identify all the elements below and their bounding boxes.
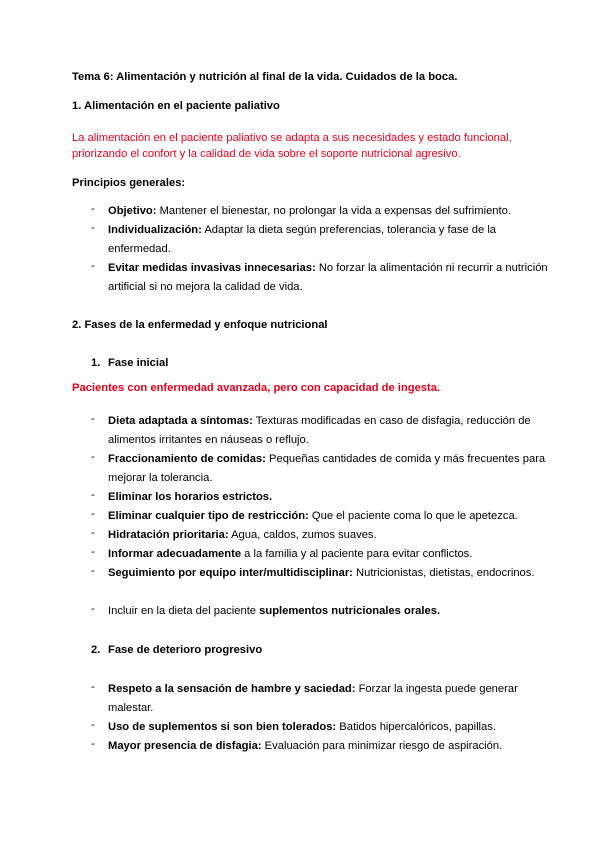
phase2-number: 2.	[91, 644, 101, 656]
list-item-text	[108, 221, 548, 259]
list-item-text	[108, 737, 548, 756]
list-item-text	[108, 202, 548, 221]
list-item-body: Adaptar la dieta según preferencias, tolerancia y fase de la enfermedad.	[108, 224, 497, 255]
list-item-body: Batidos hipercalóricos, papillas.	[336, 721, 496, 733]
bullet-dash: -	[91, 719, 95, 731]
bullet-dash: -	[91, 203, 95, 215]
phase2-label: Fase de deterioro progresivo	[108, 644, 263, 656]
bullet-dash: -	[91, 451, 95, 463]
bullet-dash: -	[91, 738, 95, 750]
list-item-body: Nutricionistas, dietistas, endocrinos.	[352, 567, 535, 579]
list-item-body: Agua, caldos, zumos suaves.	[228, 529, 377, 541]
principles-heading: Principios generales:	[72, 177, 186, 189]
list-item-term: Informar adecuadamente	[108, 548, 242, 560]
list-item-term: Evitar medidas invasivas innecesarias:	[108, 262, 316, 274]
list-item-body: Texturas modificadas en caso de disfagia, reducción de alimentos irritantes en náuseas o reflujo.	[108, 415, 531, 446]
list-item-body: Que el paciente coma lo que le apetezca.	[308, 510, 518, 522]
phase1-number: 1.	[91, 357, 101, 369]
list-item-text	[108, 450, 548, 488]
bullet-dash: -	[91, 260, 95, 272]
list-item-term: Uso de suplementos si son bien tolerados:	[108, 721, 337, 733]
list-item-term: Hidratación prioritaria:	[108, 529, 229, 541]
bullet-dash: -	[91, 489, 95, 501]
list-item-text	[108, 488, 548, 507]
bullet-dash: -	[91, 413, 95, 425]
bullet-dash: -	[91, 527, 95, 539]
list-item-text	[108, 507, 548, 526]
list-item-body: Pequeñas cantidades de comida y más frecuentes para mejorar la tolerancia.	[108, 453, 546, 484]
list-item-term: Fraccionamiento de comidas:	[108, 453, 266, 465]
list-item-body: Mantener el bienestar, no prolongar la vida a expensas del sufrimiento.	[156, 205, 511, 217]
list-item-text	[108, 602, 548, 621]
phase1-label: Fase inicial	[108, 357, 169, 369]
section1-intro-line1: La alimentación en el paciente paliativo se adapta a sus necesidades y estado funcional,	[72, 132, 512, 144]
list-item-term: Seguimiento por equipo inter/multidisciplinar:	[108, 567, 353, 579]
list-item-text	[108, 545, 548, 564]
section2-heading: 2. Fases de la enfermedad y enfoque nutricional	[72, 319, 328, 331]
section1-heading: 1. Alimentación en el paciente paliativo	[72, 100, 280, 112]
list-item-text	[108, 526, 548, 545]
list-item-term: Objetivo:	[108, 205, 157, 217]
list-item-term: Individualización:	[108, 224, 202, 236]
bullet-dash: -	[91, 603, 95, 615]
section1-intro-line2: priorizando el confort y la calidad de vida sobre el soporte nutricional agresivo.	[72, 148, 461, 160]
list-item-body: Forzar la ingesta puede generar malestar.	[108, 683, 518, 714]
bullet-dash: -	[91, 681, 95, 693]
list-item-text	[108, 718, 548, 737]
list-item-text	[108, 412, 548, 450]
bullet-dash: -	[91, 546, 95, 558]
bullet-dash: -	[91, 508, 95, 520]
list-item-term: Mayor presencia de disfagia:	[108, 740, 262, 752]
list-item-term: Eliminar los horarios estrictos.	[108, 491, 273, 503]
list-item-prefix: Incluir en la dieta del paciente	[108, 605, 260, 617]
list-item-body: Evaluación para minimizar riesgo de aspiración.	[261, 740, 503, 752]
list-item-body: No forzar la alimentación ni recurrir a nutrición artificial si no mejora la calidad de vida.	[108, 262, 548, 293]
bullet-dash: -	[91, 565, 95, 577]
list-item-text	[108, 564, 548, 583]
list-item-text	[108, 259, 548, 297]
list-item-body: a la familia y al paciente para evitar conflictos.	[241, 548, 473, 560]
list-item-term: Dieta adaptada a síntomas:	[108, 415, 253, 427]
bullet-dash: -	[91, 222, 95, 234]
list-item-term: Eliminar cualquier tipo de restricción:	[108, 510, 309, 522]
document-title: Tema 6: Alimentación y nutrición al final de la vida. Cuidados de la boca.	[72, 71, 458, 83]
list-item-term: suplementos nutricionales orales.	[259, 605, 441, 617]
list-item-term: Respeto a la sensación de hambre y saciedad:	[108, 683, 356, 695]
list-item-text	[108, 680, 548, 718]
phase1-subtitle: Pacientes con enfermedad avanzada, pero con capacidad de ingesta.	[72, 382, 441, 394]
